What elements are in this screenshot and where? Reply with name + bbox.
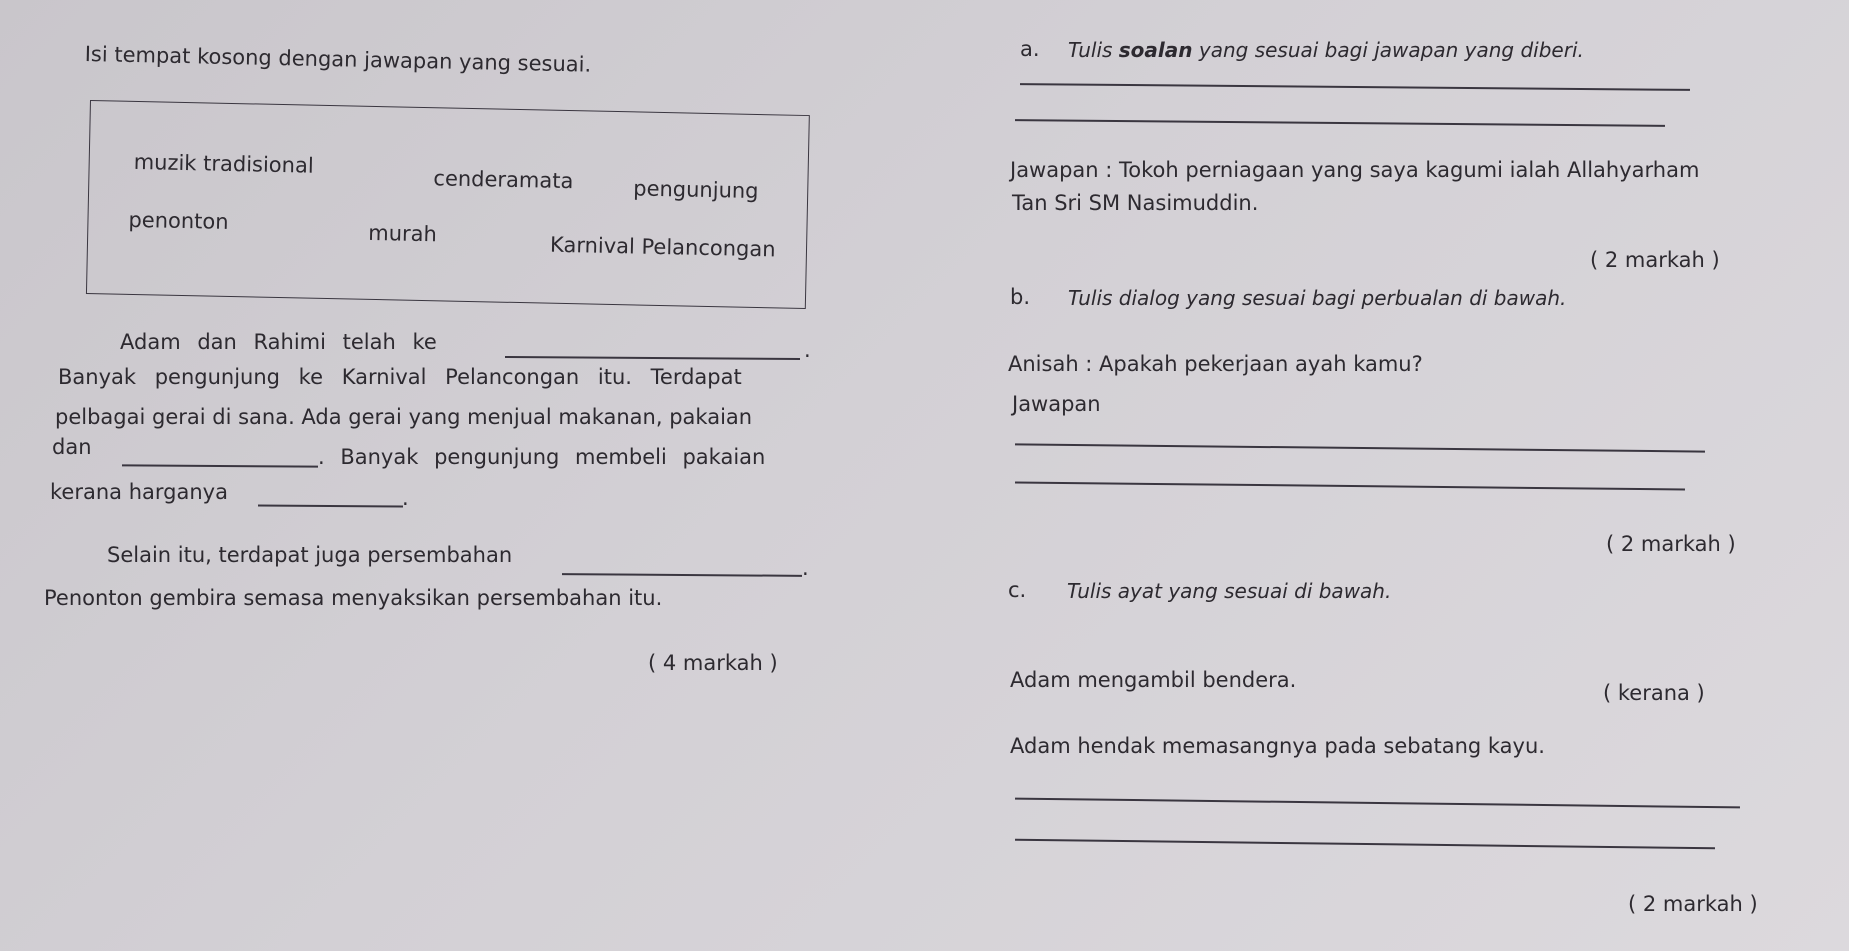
connector-word: ( kerana ) — [1603, 681, 1705, 705]
passage-line: Banyak pengunjung ke Karnival Pelancongan itu. Terdapat — [58, 365, 742, 389]
word-bank-item: Karnival Pelancongan — [549, 232, 776, 262]
instruction: Isi tempat kosong dengan jawapan yang sesuai. — [84, 42, 592, 77]
answer-text: Tan Sri SM Nasimuddin. — [1012, 191, 1259, 215]
word-bank-item: pengunjung — [633, 176, 759, 204]
blank-line[interactable] — [562, 573, 802, 576]
jawapan-label: Jawapan — [1012, 392, 1101, 416]
passage-punct: . — [402, 486, 409, 510]
question-c-text: Tulis ayat yang sesuai di bawah. — [1067, 579, 1392, 603]
question-a-text-start: Tulis — [1068, 38, 1113, 62]
blank-line[interactable] — [258, 504, 403, 507]
passage-line: . Banyak pengunjung membeli pakaian — [318, 445, 766, 469]
answer-line[interactable] — [1015, 839, 1715, 849]
passage-line: pelbagai gerai di sana. Ada gerai yang menjual makanan, pakaian — [55, 405, 753, 429]
marks-label: ( 2 markah ) — [1606, 532, 1736, 556]
answer-line[interactable] — [1015, 119, 1665, 126]
question-b-label: b. — [1010, 285, 1031, 309]
passage-line: kerana harganya — [50, 480, 228, 504]
question-c-label: c. — [1008, 578, 1027, 602]
answer-line[interactable] — [1020, 83, 1690, 90]
passage-line: Adam dan Rahimi telah ke — [120, 330, 437, 354]
marks-label: ( 4 markah ) — [648, 651, 778, 675]
sentence-text: Adam mengambil bendera. — [1010, 668, 1297, 692]
answer-line[interactable] — [1015, 443, 1705, 452]
question-a-text — [1068, 38, 1584, 62]
word-bank-item: penonton — [128, 207, 229, 234]
answer-line[interactable] — [1015, 481, 1685, 490]
word-bank-item: murah — [368, 220, 438, 247]
dialog-text: Anisah : Apakah pekerjaan ayah kamu? — [1008, 352, 1423, 376]
passage-line: Penonton gembira semasa menyaksikan persembahan itu. — [44, 586, 663, 610]
marks-label: ( 2 markah ) — [1628, 892, 1758, 916]
passage-line: dan — [52, 435, 92, 459]
answer-text: Jawapan : Tokoh perniagaan yang saya kagumi ialah Allahyarham — [1010, 158, 1700, 182]
passage-line: Selain itu, terdapat juga persembahan — [107, 543, 513, 567]
question-a-label: a. — [1020, 37, 1040, 61]
question-a-text-end: yang sesuai bagi jawapan yang diberi. — [1198, 38, 1584, 62]
marks-label: ( 2 markah ) — [1590, 248, 1720, 272]
sentence-text: Adam hendak memasangnya pada sebatang kayu. — [1010, 734, 1545, 758]
blank-line[interactable] — [122, 464, 318, 467]
blank-line[interactable] — [505, 356, 800, 360]
word-bank-item: cenderamata — [433, 166, 574, 194]
answer-line[interactable] — [1015, 798, 1740, 808]
passage-punct: . — [804, 338, 811, 362]
question-a-bold: soalan — [1118, 38, 1193, 62]
passage-punct: . — [802, 556, 809, 580]
question-b-text: Tulis dialog yang sesuai bagi perbualan di bawah. — [1068, 286, 1567, 310]
word-bank-box — [86, 100, 810, 309]
word-bank-item: muzik tradisional — [133, 149, 314, 178]
